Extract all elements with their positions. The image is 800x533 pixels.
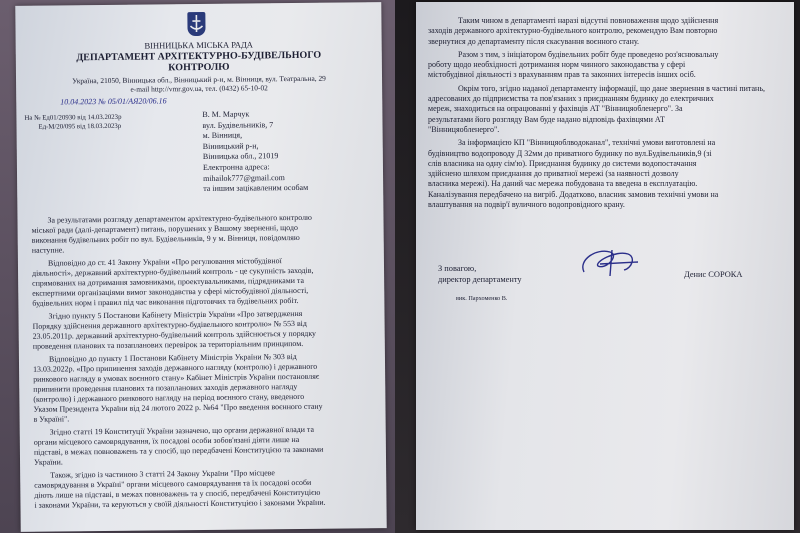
department-contacts: e-mail http://vmr.gov.ua, тел. (0432) 65-10-02 <box>130 83 268 94</box>
p1-para6-l3: діють лише на підставі, в межах повноважень та у спосіб, передбачені Конституцією <box>34 487 321 500</box>
p1-para3-l3: 23.05.2011р. державний архітектурно-будівельний контроль здійснюється у порядку <box>32 328 317 341</box>
p1-para4-l2: 13.03.2022р. «Про припинення заходів державного нагляду (контролю) і державного <box>33 361 318 374</box>
p1-para1-l2: міської ради (далі-департамент) питань, порушених у Вашому зверненні, щодо <box>31 222 298 235</box>
recipient-note: та іншим зацікавленим особам <box>203 183 309 194</box>
closing-position: директор департаменту <box>438 275 522 284</box>
p2-para4-l5: власника мережі). На даний час мережа побудована та введена в експлуатацію. <box>428 179 698 189</box>
signature-icon <box>576 242 646 287</box>
page2-body <box>428 16 765 210</box>
recipient-district: Вінницький р-н, <box>202 141 259 151</box>
recipient-city: м. Вінниця, <box>202 130 243 141</box>
page1-body <box>31 213 325 511</box>
p1-para3-l4: проведення планових та позапланових перевірок за територіальним принципом. <box>32 338 304 351</box>
recipient-block <box>202 109 308 195</box>
p1-para2-l3: спрямованих на дотримання замовниками, проектувальниками, підрядниками та <box>32 275 304 288</box>
recipient-email: mihailok777@gmail.com <box>203 172 285 183</box>
p2-para1-l1: Таким чином в департаменті наразі відсутні повноваження щодо здійснення <box>458 16 719 25</box>
department-title-line2: КОНТРОЛЮ <box>168 61 230 74</box>
p2-para4-l6: Каналізування передбачено на вигріб. Додатково, власник замовив технічні умови на <box>428 189 719 199</box>
closing-regards: З повагою, <box>438 264 477 273</box>
p1-para4-l1: Відповідно до пункту 1 Постанови Кабінету Міністрів України № 303 від <box>48 352 297 364</box>
p2-para4-l1: За інформацією КП "Вінницяоблводоканал", технічні умови виготовлені на <box>458 138 716 148</box>
p2-para3-l3: мереж, знаходиться на опрацюванні у фахівців АТ "Вінницяобленерго". За <box>428 104 683 114</box>
p2-para1-l3: звернутися до департаменту після скасування воєнного стану. <box>428 36 640 46</box>
p1-para3-l2: Порядку здійснення державного архітектурно-будівельного контролю» № 553 від <box>32 318 307 331</box>
p1-para5-l4: України. <box>33 457 63 467</box>
registration-number: 10.04.2023 № 05/01/АЯ20/06.16 <box>60 96 167 107</box>
reference-line-1: На № Ед01/20930 від 14.03.2023р <box>24 113 122 122</box>
p1-para5-l3: підставі, в межах повноважень та у спосіб, що передбачені Конституцією та законами <box>33 444 324 457</box>
executor-note: вик. Пархоменко В. <box>456 295 508 302</box>
letter-page-1 <box>15 2 386 532</box>
p1-para6-l2: самоврядування в Україні" органи місцевого самоврядування та їх посадові особи <box>34 477 312 490</box>
department-title-line1: ДЕПАРТАМЕНТ АРХІТЕКТУРНО-БУДІВЕЛЬНОГО <box>76 49 322 64</box>
p1-para5-l2: органи місцевого самоврядування, їх посадові особи зобов'язані діяти лише на <box>33 434 300 447</box>
recipient-oblast: Вінницька обл., 21019 <box>202 151 279 162</box>
p2-para4-l3: слів власника на одну сім'ю). Приєднання будинку до системи водопостачання <box>428 158 697 168</box>
p2-para1-l2: заходів державного архітектурно-будівельного контролю, рекомендую Вам повторно <box>428 26 718 36</box>
p1-para2-l1: Відповідно до ст. 41 Закону України «Про регулювання містобудівної <box>47 256 282 268</box>
p2-para3-l5: "Вінницяобленерго". <box>428 124 500 134</box>
recipient-email-label: Електронна адреса: <box>202 162 270 172</box>
p1-para1-l1: За результатами розгляду департаментом архітектурно-будівельного контролю <box>47 212 312 225</box>
p2-para3-l2: адресованих до підприємства та пов'язаних з приєднанням будинку до електричних <box>428 94 714 104</box>
reference-line-2: Ед-М/20/095 від 18.03.2023р <box>38 122 122 131</box>
p1-para2-l4: експертними організаціями вимог законодавства у сфері містобудівної діяльності, <box>32 285 309 298</box>
p1-para2-l2: діяльності», державний архітектурно-будівельний контроль - це сукупність заходів, <box>32 265 314 278</box>
p1-para1-l3: виконання будівельних робіт по вул. Будівельників, 9 у м. Вінниця, повідомляю <box>31 232 300 245</box>
p2-para2-l2: роботу щодо необхідності дотримання норм чинного законодавства у сфері <box>428 60 686 70</box>
city-council-title: ВІННИЦЬКА МІСЬКА РАДА <box>144 39 253 51</box>
p2-para2-l3: містобудівної діяльності з врахуванням прав та законних інтересів інших осіб. <box>428 70 696 80</box>
signer-name: Денис СОРОКА <box>684 270 743 279</box>
letter-page-2 <box>416 2 794 530</box>
p1-para1-l4: наступне. <box>31 245 65 255</box>
city-emblem-icon <box>187 12 205 36</box>
p1-para4-l5: (контролю) і державного ринкового нагляду на період воєнного стану, введеного <box>33 391 305 404</box>
p2-para4-l4: здійснено шляхом приєднання до приватної мережі (за наявності дозволу <box>428 169 679 179</box>
p2-para2-l1: Разом з тим, з ініціатором будівельних робіт буде проведено роз'яснювальну <box>458 49 719 59</box>
p1-para4-l6: Указом Президента України від 24 лютого 2022 р. №64 "Про введення воєнного стану <box>33 401 323 414</box>
p1-para6-l1: Також, згідно із частиною 3 статті 24 Закону України "Про місцеве <box>50 468 275 480</box>
p2-para4-l2: будівництво водопроводу Д 32мм до приватного будинку по вул.Будівельників,9 (зі <box>428 148 712 158</box>
recipient-street: вул. Будівельників, 7 <box>202 119 274 130</box>
p1-para4-l3: ринкового нагляду в умовах воєнного стану» Кабінет Міністрів України постановляє <box>33 371 320 384</box>
p1-para4-l7: в Україні". <box>33 414 70 424</box>
p1-para2-l5: будівельних норм і правил під час виконання підготовчих та будівельних робіт. <box>32 295 299 308</box>
p1-para3-l1: Згідно пункту 5 Постанови Кабінету Міністрів України «Про затвердження <box>48 308 303 321</box>
p2-para3-l1: Окрім того, згідно наданої департаменту інформації, що дане звернення в частині питань, <box>458 83 765 93</box>
p1-para6-l4: і законами України, та керуються у своїй діяльності Конституцією і законами України. <box>34 497 326 510</box>
p2-para4-l7: влаштування на подвір'ї вуличного водопровідного крану. <box>428 200 625 210</box>
p1-para4-l4: припинити проведення планових та позапланових заходів державного нагляду <box>33 381 298 394</box>
department-address: Україна, 21050, Вінницька обл., Вінницький р-н, м. Вінниця, вул. Театральна, 29 <box>72 73 326 86</box>
recipient-name: В. М. Марчук <box>202 109 250 119</box>
p2-para3-l4: результатами його розгляду Вам буде надано відповідь фахівцями АТ <box>428 114 665 124</box>
p1-para5-l1: Згідно статті 19 Конституції України зазначено, що органи державної влади та <box>49 424 314 437</box>
